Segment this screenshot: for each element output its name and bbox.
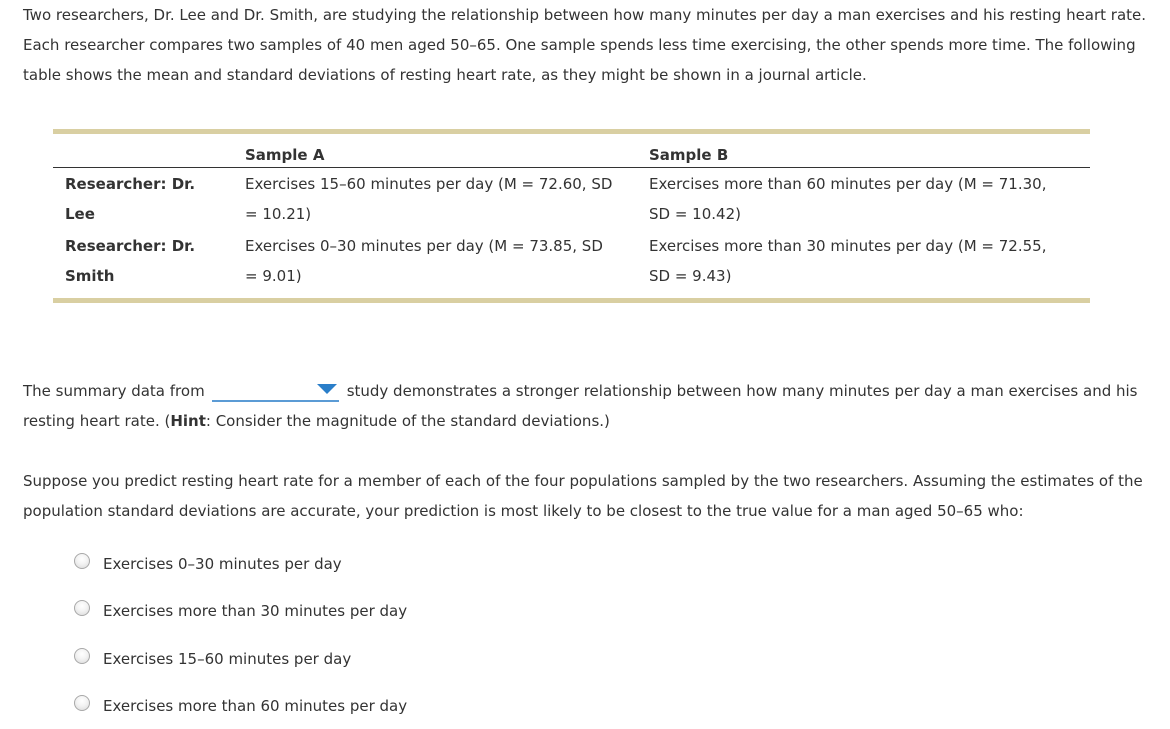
cell-lee-sample-b — [637, 168, 1090, 230]
option-label: Exercises 15–60 minutes per day — [103, 650, 352, 668]
question-1-line-1 — [23, 376, 1163, 406]
question-1 — [23, 376, 1163, 436]
table-header-row — [53, 134, 1090, 168]
table-bottom-rule — [53, 298, 1090, 303]
option-label: Exercises 0–30 minutes per day — [103, 555, 342, 573]
question-1-line-2-end: : Consider the magnitude of the standard deviations.) — [205, 412, 610, 430]
cell-lee-sample-b-line2: SD = 10.42) — [649, 205, 741, 223]
intro-line-1: Two researchers, Dr. Lee and Dr. Smith, are studying the relationship between how many minutes per day a man exercises and his resting heart rate. — [23, 6, 1147, 24]
intro-line-3: table shows the mean and standard deviations of resting heart rate, as they might be shown in a journal article. — [23, 66, 867, 84]
cell-lee-sample-b-line1: Exercises more than 60 minutes per day (M = 71.30, — [649, 175, 1047, 193]
table-header-sample-b: Sample B — [637, 134, 1090, 168]
cell-smith-sample-a-line1: Exercises 0–30 minutes per day (M = 73.85, SD — [245, 237, 603, 255]
cell-smith-sample-a — [233, 229, 637, 298]
cell-lee-sample-a-line1: Exercises 15–60 minutes per day (M = 72.60, SD — [245, 175, 613, 193]
row-header-lee — [53, 168, 233, 230]
problem-intro — [23, 0, 1163, 90]
radio-button[interactable] — [74, 648, 90, 664]
table-row-smith — [53, 229, 1090, 298]
cell-smith-sample-b — [637, 229, 1090, 298]
radio-button[interactable] — [74, 600, 90, 616]
cell-smith-sample-a-line2: = 9.01) — [245, 267, 302, 285]
cell-smith-sample-b-line1: Exercises more than 30 minutes per day (M = 72.55, — [649, 237, 1047, 255]
row-header-lee-line2: Lee — [65, 205, 95, 223]
question-2-line-1: Suppose you predict resting heart rate for a member of each of the four populations sampled by the two researchers. Assuming the estimates of the — [23, 472, 1143, 490]
question-1-suffix: study demonstrates a stronger relationship between how many minutes per day a man exercises and his — [346, 382, 1138, 400]
question-1-line-2 — [23, 406, 1163, 436]
option-label: Exercises more than 60 minutes per day — [103, 697, 408, 715]
table-header-sample-a: Sample A — [233, 134, 637, 168]
dropdown-arrow-icon — [317, 384, 337, 394]
row-header-smith — [53, 229, 233, 298]
table-header-blank — [53, 134, 233, 168]
summary-table — [53, 129, 1090, 303]
cell-smith-sample-b-line2: SD = 9.43) — [649, 267, 732, 285]
cell-lee-sample-a — [233, 168, 637, 230]
radio-button[interactable] — [74, 695, 90, 711]
row-header-lee-line1: Researcher: Dr. — [65, 175, 196, 193]
row-header-smith-line2: Smith — [65, 267, 115, 285]
table-row-lee — [53, 168, 1090, 230]
cell-lee-sample-a-line2: = 10.21) — [245, 205, 312, 223]
data-table — [53, 134, 1090, 298]
intro-line-2: Each researcher compares two samples of 40 men aged 50–65. One sample spends less time exercising, the other spends more time. The following — [23, 36, 1136, 54]
option-label: Exercises more than 30 minutes per day — [103, 602, 408, 620]
question-1-prefix: The summary data from — [23, 382, 205, 400]
question-2 — [23, 466, 1163, 526]
hint-label: Hint — [170, 412, 206, 430]
question-2-line-2: population standard deviations are accurate, your prediction is most likely to be closest to the true value for a man aged 50–65 who: — [23, 502, 1024, 520]
radio-button[interactable] — [74, 553, 90, 569]
question-1-line-2-start: resting heart rate. ( — [23, 412, 171, 430]
researcher-dropdown[interactable] — [212, 378, 339, 402]
row-header-smith-line1: Researcher: Dr. — [65, 237, 196, 255]
